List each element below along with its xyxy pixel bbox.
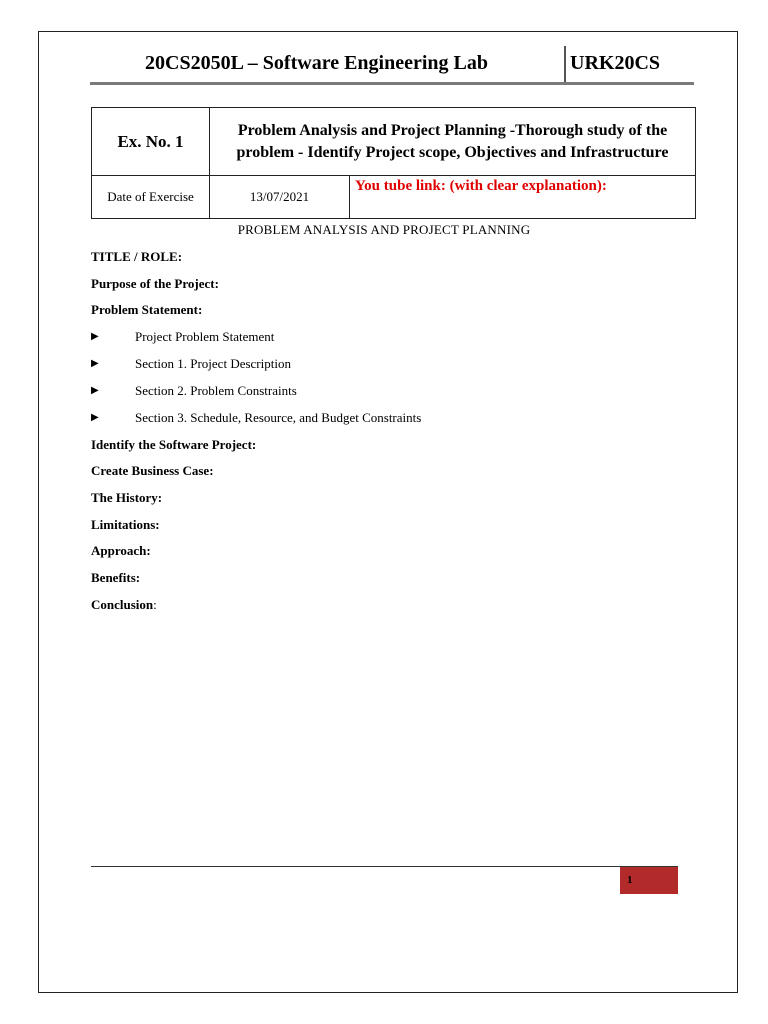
- conclusion-label: Conclusion: [91, 596, 154, 612]
- document-content: [91, 248, 691, 622]
- page-number-badge: [620, 867, 678, 894]
- header-divider: [564, 46, 566, 82]
- bullet-arrow-icon: ▶: [91, 331, 99, 343]
- list-item: ▶ Section 2. Problem Constraints: [91, 382, 297, 398]
- history-heading: The History:: [91, 490, 163, 505]
- youtube-link-label: You tube link: (with clear explanation):: [350, 176, 696, 219]
- bullet-arrow-icon: ▶: [91, 411, 99, 423]
- course-code: URK20CS: [570, 52, 661, 74]
- list-item: ▶ Section 1. Project Description: [91, 355, 291, 371]
- title-role-heading: TITLE / ROLE:: [91, 249, 183, 264]
- exercise-date-row: [92, 176, 696, 219]
- limitations-heading: Limitations:: [91, 516, 160, 532]
- exercise-table: [91, 107, 696, 219]
- benefits-heading: Benefits:: [91, 570, 141, 586]
- document-subtitle: PROBLEM ANALYSIS AND PROJECT PLANNING: [237, 222, 531, 237]
- date-label: Date of Exercise: [92, 176, 210, 219]
- approach-heading: Approach:: [91, 543, 151, 559]
- exercise-title-row: [92, 108, 696, 176]
- bullet-arrow-icon: ▶: [91, 357, 99, 369]
- problem-statement-list: [91, 328, 691, 436]
- footer-rule: [91, 866, 678, 867]
- course-title: 20CS2050L – Software Engineering Lab: [145, 52, 488, 74]
- bullet-arrow-icon: ▶: [91, 384, 99, 396]
- page-header: [90, 46, 694, 84]
- date-value: 13/07/2021: [210, 176, 350, 219]
- header-rule: [90, 82, 694, 85]
- list-item: ▶ Section 3. Schedule, Resource, and Budget Constraints: [91, 409, 422, 425]
- identify-project-heading: Identify the Software Project:: [91, 436, 257, 452]
- exercise-number: Ex. No. 1: [92, 108, 210, 176]
- business-case-heading: Create Business Case:: [91, 463, 214, 479]
- conclusion-heading: [91, 596, 691, 623]
- conclusion-colon: :: [153, 596, 157, 612]
- problem-statement-heading: Problem Statement:: [91, 302, 203, 318]
- list-item: ▶ Project Problem Statement: [91, 329, 275, 345]
- purpose-heading: Purpose of the Project:: [91, 275, 219, 291]
- page-number: 1: [627, 874, 633, 886]
- exercise-description: Problem Analysis and Project Planning -Thorough study of the problem - Identify Project scope, Objectives and Infrastructure: [210, 108, 696, 176]
